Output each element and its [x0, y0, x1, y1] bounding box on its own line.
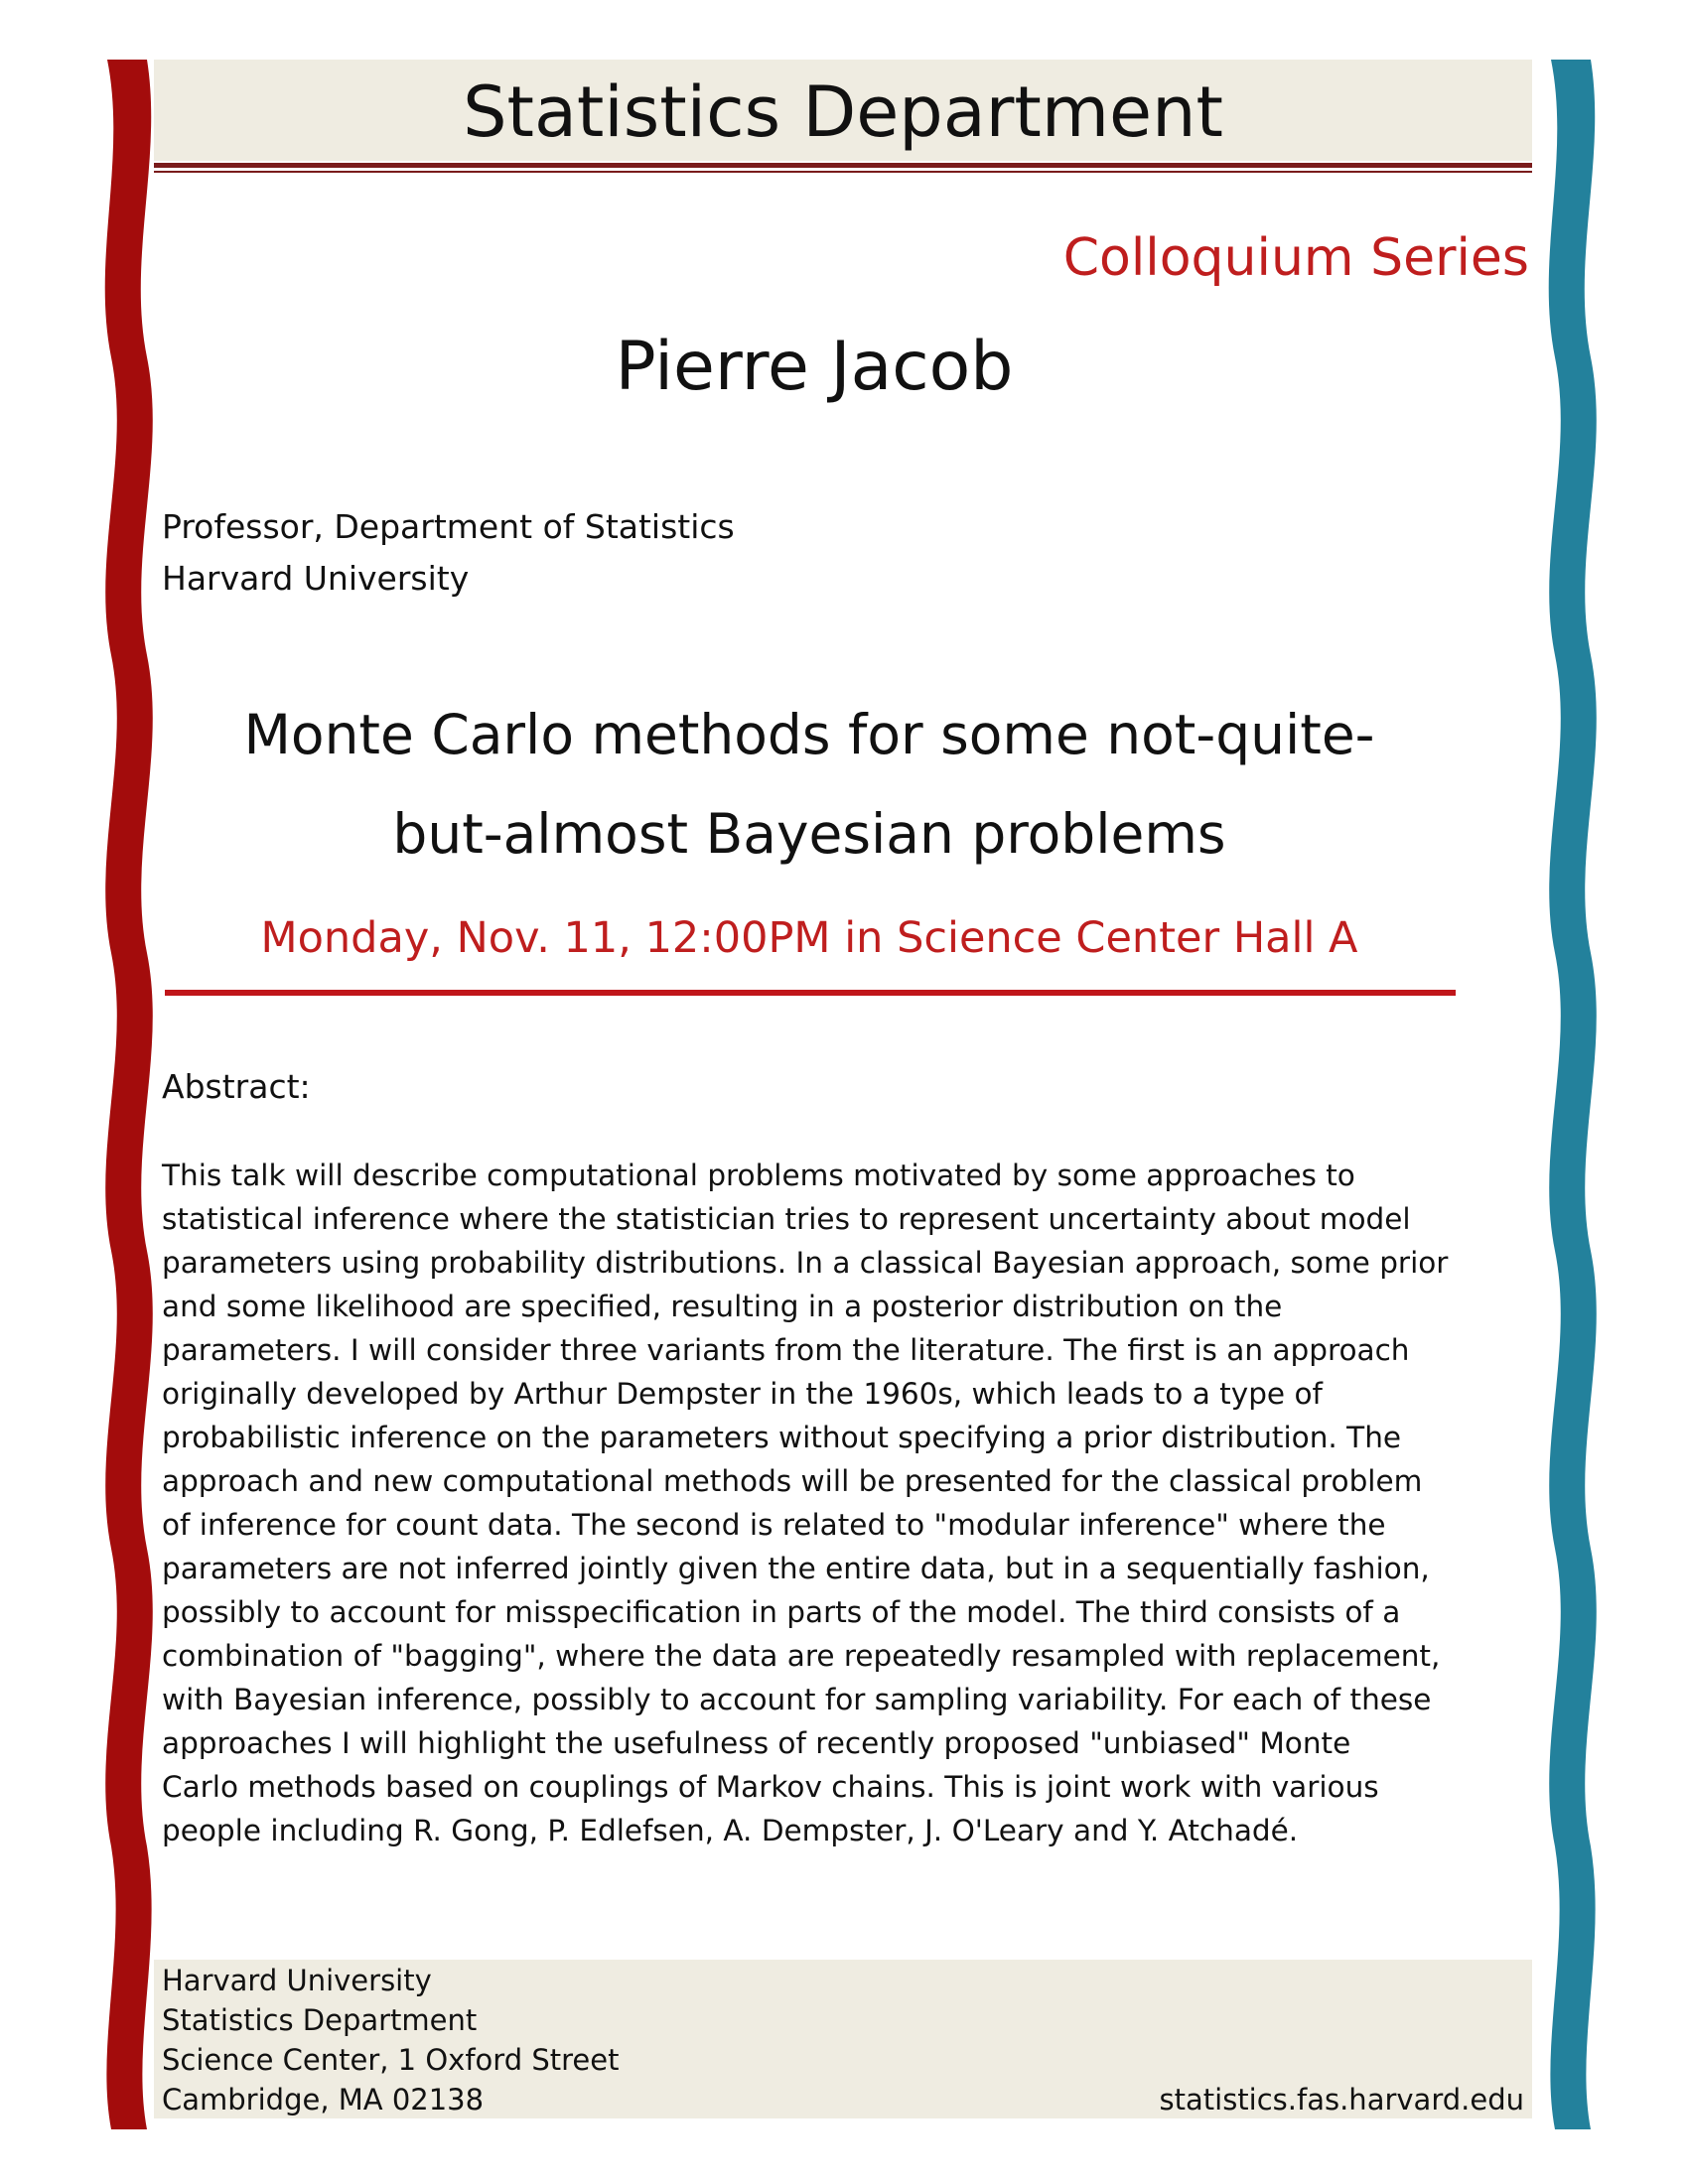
abstract-line: parameters using probability distributions. In a classical Bayesian approach, some prior	[162, 1246, 1449, 1280]
page-title: Statistics Department	[463, 71, 1223, 153]
footer-address-line: Science Center, 1 Oxford Street	[162, 2043, 620, 2077]
abstract-line: approaches I will highlight the usefulness of recently proposed "unbiased" Monte	[162, 1726, 1351, 1760]
abstract-line: originally developed by Arthur Dempster in the 1960s, which leads to a type of	[162, 1377, 1323, 1411]
abstract-line: approach and new computational methods will be presented for the classical problem	[162, 1464, 1423, 1498]
abstract-line: parameters. I will consider three variants from the literature. The first is an approach	[162, 1333, 1410, 1367]
speaker-position: Professor, Department of Statistics	[162, 507, 735, 546]
speaker-name: Pierre Jacob	[615, 328, 1014, 406]
header-divider-thin	[154, 171, 1532, 173]
talk-title-line: Monte Carlo methods for some not-quite-	[243, 703, 1375, 766]
abstract-line: possibly to account for misspecification in parts of the model. The third consists of a	[162, 1595, 1401, 1629]
section-divider	[165, 990, 1456, 996]
abstract-line: statistical inference where the statistician tries to represent uncertainty about model	[162, 1202, 1411, 1236]
footer-address	[162, 1961, 619, 2119]
footer-address-line: Cambridge, MA 02138	[162, 2083, 485, 2116]
footer-address-line: Statistics Department	[162, 2003, 478, 2037]
abstract-line: Carlo methods based on couplings of Markov chains. This is joint work with various	[162, 1770, 1379, 1804]
talk-title	[164, 685, 1455, 884]
speaker-institution: Harvard University	[162, 559, 470, 598]
abstract-line: probabilistic inference on the parameters without specifying a prior distribution. The	[162, 1421, 1402, 1454]
footer-website: statistics.fas.harvard.edu	[1159, 2083, 1524, 2116]
event-datetime-location: Monday, Nov. 11, 12:00PM in Science Center Hall A	[260, 913, 1358, 963]
header-divider	[154, 163, 1532, 168]
series-title: Colloquium Series	[1062, 228, 1529, 288]
abstract-label: Abstract:	[162, 1067, 311, 1106]
talk-title-line: but-almost Bayesian problems	[392, 802, 1226, 866]
abstract-line: people including R. Gong, P. Edlefsen, A. Dempster, J. O'Leary and Y. Atchadé.	[162, 1814, 1299, 1847]
abstract-line: of inference for count data. The second is related to "modular inference" where the	[162, 1508, 1386, 1542]
abstract-line: This talk will describe computational problems motivated by some approaches to	[162, 1159, 1355, 1192]
abstract-line: combination of "bagging", where the data are repeatedly resampled with replacement,	[162, 1639, 1441, 1673]
abstract-text	[162, 1154, 1473, 1852]
speaker-affiliation	[162, 501, 735, 605]
abstract-line: and some likelihood are specified, resulting in a posterior distribution on the	[162, 1290, 1283, 1323]
abstract-line: with Bayesian inference, possibly to account for sampling variability. For each of these	[162, 1683, 1432, 1716]
abstract-line: parameters are not inferred jointly given the entire data, but in a sequentially fashion,	[162, 1552, 1430, 1585]
footer-address-line: Harvard University	[162, 1964, 432, 1997]
